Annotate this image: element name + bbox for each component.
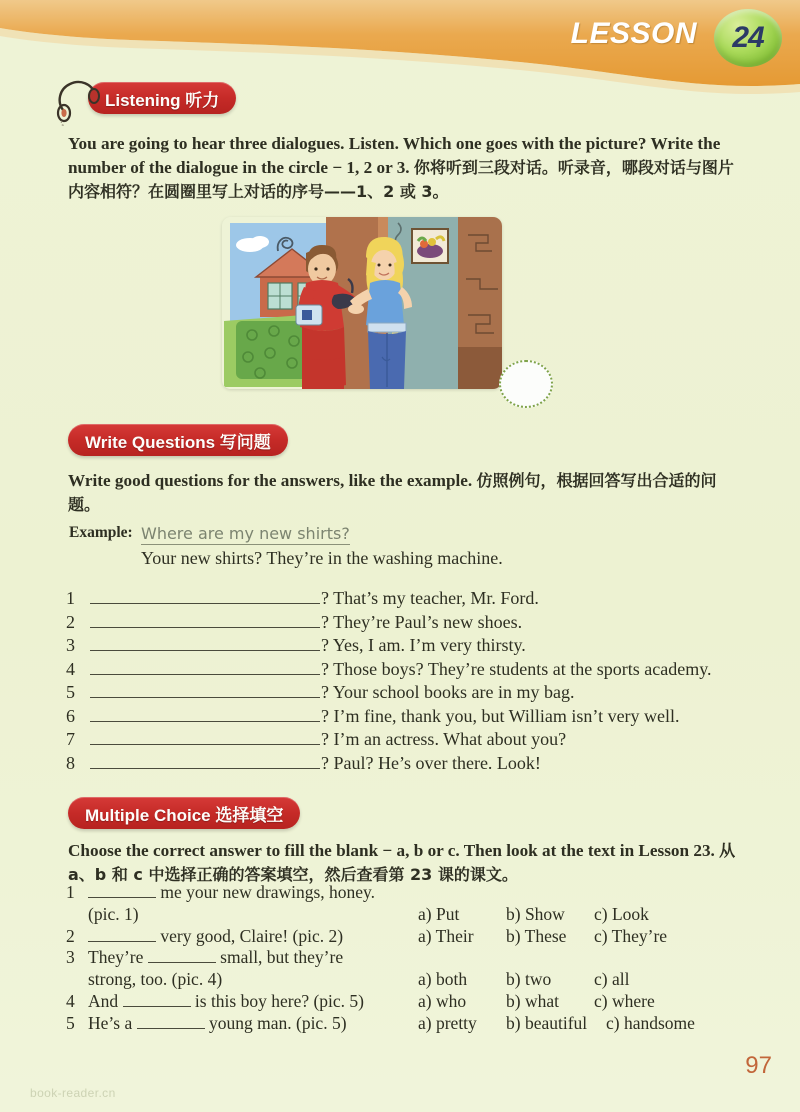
item-answer: ? Those boys? They’re students at the sports academy. bbox=[321, 658, 712, 679]
item-answer: ? Yes, I am. I’m very thirsty. bbox=[321, 635, 526, 655]
item-answer: ? I’m an actress. What about you? bbox=[321, 729, 567, 749]
example-label: Example: bbox=[69, 524, 133, 541]
mc-number: 1 bbox=[66, 882, 75, 902]
example-question: Where are my new shirts? bbox=[141, 524, 350, 543]
mc-item bbox=[66, 926, 766, 948]
answer-blank[interactable] bbox=[90, 612, 320, 628]
mc-item bbox=[66, 1013, 766, 1035]
listening-instructions-cn: 你将听到三段对话。听录音，哪段对话与图片内容相符？在圆圈里写上对话的序号——1、2 或 3。 bbox=[68, 158, 734, 201]
answer-circle[interactable] bbox=[499, 360, 553, 408]
mc-option-c[interactable]: c) Look bbox=[594, 903, 649, 924]
mc-item-options bbox=[66, 904, 766, 926]
list-item bbox=[66, 635, 766, 659]
answer-blank[interactable] bbox=[90, 659, 320, 675]
mc-item bbox=[66, 991, 766, 1013]
mc-stem bbox=[88, 926, 418, 947]
item-answer: ? Paul? He’s over there. Look! bbox=[321, 752, 541, 773]
write-questions-instructions bbox=[68, 469, 738, 517]
item-answer: ? Your school books are in my bag. bbox=[321, 682, 575, 702]
item-number: 1 bbox=[66, 588, 75, 608]
mc-stem-text: young man. (pic. 5) bbox=[204, 1012, 347, 1033]
lesson-number: 24 bbox=[732, 21, 764, 54]
lesson-word: LESSON bbox=[570, 17, 697, 50]
answer-blank[interactable] bbox=[90, 588, 320, 604]
section-badge-listening bbox=[88, 82, 236, 114]
list-item bbox=[66, 753, 766, 777]
lesson-number-badge bbox=[714, 9, 782, 67]
list-item bbox=[66, 706, 766, 730]
mc-blank[interactable] bbox=[123, 993, 191, 1007]
item-answer: ? That’s my teacher, Mr. Ford. bbox=[321, 588, 539, 608]
section-badge-write-questions bbox=[68, 424, 288, 456]
mc-stem-line2: strong, too. (pic. 4) bbox=[88, 969, 223, 990]
write-questions-badge-label: Write Questions 写问题 bbox=[85, 432, 271, 452]
write-questions-list bbox=[66, 588, 766, 776]
item-number: 4 bbox=[66, 658, 75, 679]
item-number: 6 bbox=[66, 705, 75, 726]
mc-stem-line2: (pic. 1) bbox=[88, 903, 139, 924]
mc-item bbox=[66, 947, 766, 969]
mc-option-c[interactable]: c) all bbox=[594, 969, 630, 990]
mc-option-b[interactable]: b) two bbox=[506, 969, 552, 990]
multiple-choice-instructions-cn: 从 a、b 和 c 中选择正确的答案填空，然后查看第 23 课的课文。 bbox=[68, 841, 736, 884]
mc-option-b[interactable]: b) These bbox=[506, 925, 567, 946]
listening-instructions bbox=[68, 132, 738, 204]
mc-stem-pre: He’s a bbox=[88, 1012, 133, 1033]
watermark: book-reader.cn bbox=[30, 1086, 116, 1100]
mc-stem-pre: And bbox=[88, 990, 119, 1011]
mc-option-b[interactable]: b) Show bbox=[506, 903, 565, 924]
mc-stem bbox=[88, 1013, 418, 1034]
list-item bbox=[66, 588, 766, 612]
list-item bbox=[66, 659, 766, 683]
mc-option-b[interactable]: b) what bbox=[506, 990, 559, 1011]
mc-blank[interactable] bbox=[88, 928, 156, 942]
mc-stem-text: me your new drawings, honey. bbox=[156, 882, 376, 902]
mc-stem bbox=[88, 947, 418, 968]
page-number: 97 bbox=[745, 1052, 772, 1079]
item-number: 8 bbox=[66, 752, 75, 773]
multiple-choice-instructions-en: Choose the correct answer to fill the blank − a, b or c. Then look at the text in Lesson 23. bbox=[68, 841, 715, 860]
answer-blank[interactable] bbox=[90, 706, 320, 722]
list-item bbox=[66, 612, 766, 636]
answer-blank[interactable] bbox=[90, 682, 320, 698]
list-item bbox=[66, 682, 766, 706]
item-answer: ? I’m fine, thank you, but William isn’t very well. bbox=[321, 705, 680, 726]
headphones-icon bbox=[56, 80, 100, 126]
mc-stem-text: small, but they’re bbox=[215, 947, 344, 968]
item-number: 3 bbox=[66, 635, 75, 655]
list-item bbox=[66, 729, 766, 753]
section-badge-multiple-choice bbox=[68, 797, 300, 829]
mc-option-c[interactable]: c) where bbox=[594, 990, 655, 1011]
mc-option-c[interactable]: c) They’re bbox=[594, 925, 668, 946]
multiple-choice-list bbox=[66, 882, 766, 1035]
mc-stem bbox=[88, 991, 418, 1012]
mc-stem bbox=[88, 882, 418, 903]
mc-option-a[interactable]: a) Their bbox=[418, 925, 474, 946]
mc-number: 3 bbox=[66, 947, 75, 968]
listening-instructions-en: You are going to hear three dialogues. Listen. Which one goes with the picture? Write the number of the dialogue in the circle − 1, 2 or 3. bbox=[68, 134, 721, 177]
mc-option-b[interactable]: b) beautiful bbox=[506, 1012, 588, 1033]
multiple-choice-instructions bbox=[68, 839, 748, 887]
answer-blank[interactable] bbox=[90, 729, 320, 745]
listening-illustration bbox=[222, 217, 502, 389]
multiple-choice-badge-label: Multiple Choice 选择填空 bbox=[85, 805, 284, 825]
item-number: 7 bbox=[66, 729, 75, 749]
write-questions-instructions-cn: 仿照例句，根据回答写出合适的问题。 bbox=[68, 471, 717, 514]
write-questions-instructions-en: Write good questions for the answers, like the example. bbox=[68, 471, 473, 490]
mc-stem-text: is this boy here? (pic. 5) bbox=[190, 990, 365, 1011]
item-number: 5 bbox=[66, 682, 75, 702]
mc-item-options bbox=[66, 969, 766, 991]
mc-option-a[interactable]: a) pretty bbox=[418, 1012, 477, 1033]
mc-blank[interactable] bbox=[88, 884, 156, 898]
mc-option-c[interactable]: c) handsome bbox=[606, 1012, 695, 1033]
answer-blank[interactable] bbox=[90, 635, 320, 651]
item-answer: ? They’re Paul’s new shoes. bbox=[321, 611, 523, 632]
mc-option-a[interactable]: a) Put bbox=[418, 903, 460, 924]
mc-number: 5 bbox=[66, 1012, 75, 1033]
example-answer: Your new shirts? They’re in the washing machine. bbox=[141, 548, 503, 568]
mc-blank[interactable] bbox=[148, 949, 216, 963]
mc-stem-pre: They’re bbox=[88, 947, 144, 968]
mc-stem-text: very good, Claire! (pic. 2) bbox=[156, 925, 344, 946]
listening-badge-label: Listening 听力 bbox=[105, 90, 220, 110]
mc-number: 2 bbox=[66, 925, 75, 946]
mc-blank[interactable] bbox=[137, 1015, 205, 1029]
mc-item bbox=[66, 882, 766, 904]
item-number: 2 bbox=[66, 611, 75, 632]
answer-blank[interactable] bbox=[90, 753, 320, 769]
mc-number: 4 bbox=[66, 990, 75, 1011]
mc-option-a[interactable]: a) who bbox=[418, 990, 467, 1011]
mc-option-a[interactable]: a) both bbox=[418, 969, 468, 990]
